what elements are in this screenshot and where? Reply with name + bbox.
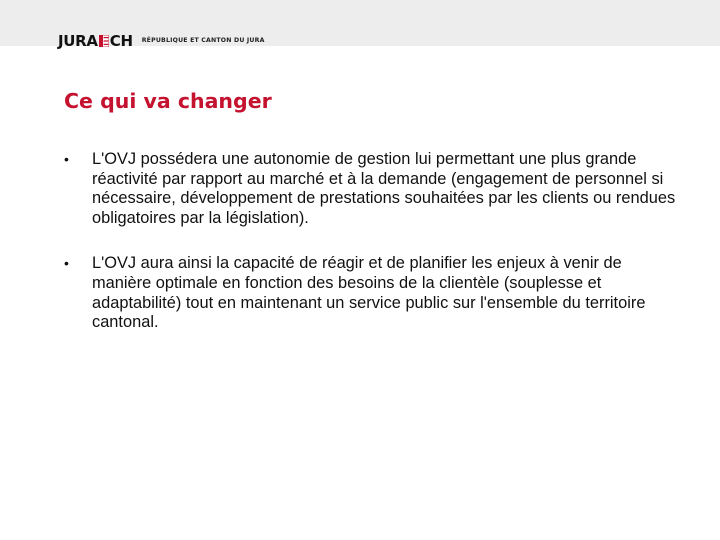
- slide-title: Ce qui va changer: [64, 89, 272, 113]
- jura-flag-icon: [99, 35, 109, 47]
- bullet-item: [64, 150, 684, 228]
- logo-text-ch: CH: [109, 32, 133, 50]
- logo-text-jura: JURA: [58, 32, 98, 50]
- bullet-text: L'OVJ aura ainsi la capacité de réagir et de planifier les enjeux à venir de manière optimale en fonction des besoins de la clientèle (souplesse et adaptabilité) tout en maintenant un service public sur l'ensemble du territoire cantonal.: [92, 254, 646, 332]
- logo-subtitle: RÉPUBLIQUE ET CANTON DU JURA: [141, 37, 265, 44]
- bullet-list: [64, 150, 684, 333]
- jura-logo: [58, 33, 265, 49]
- bullet-text: L'OVJ possédera une autonomie de gestion lui permettant une plus grande réactivité par rapport au marché et à la demande (engagement de personnel si nécessaire, développement de prestations souhaitées par les clients ou rendues obligatoires par la législation).: [92, 150, 676, 227]
- bullet-item: [64, 254, 684, 332]
- bullet-marker: •: [64, 255, 69, 272]
- bullet-marker: •: [64, 151, 69, 167]
